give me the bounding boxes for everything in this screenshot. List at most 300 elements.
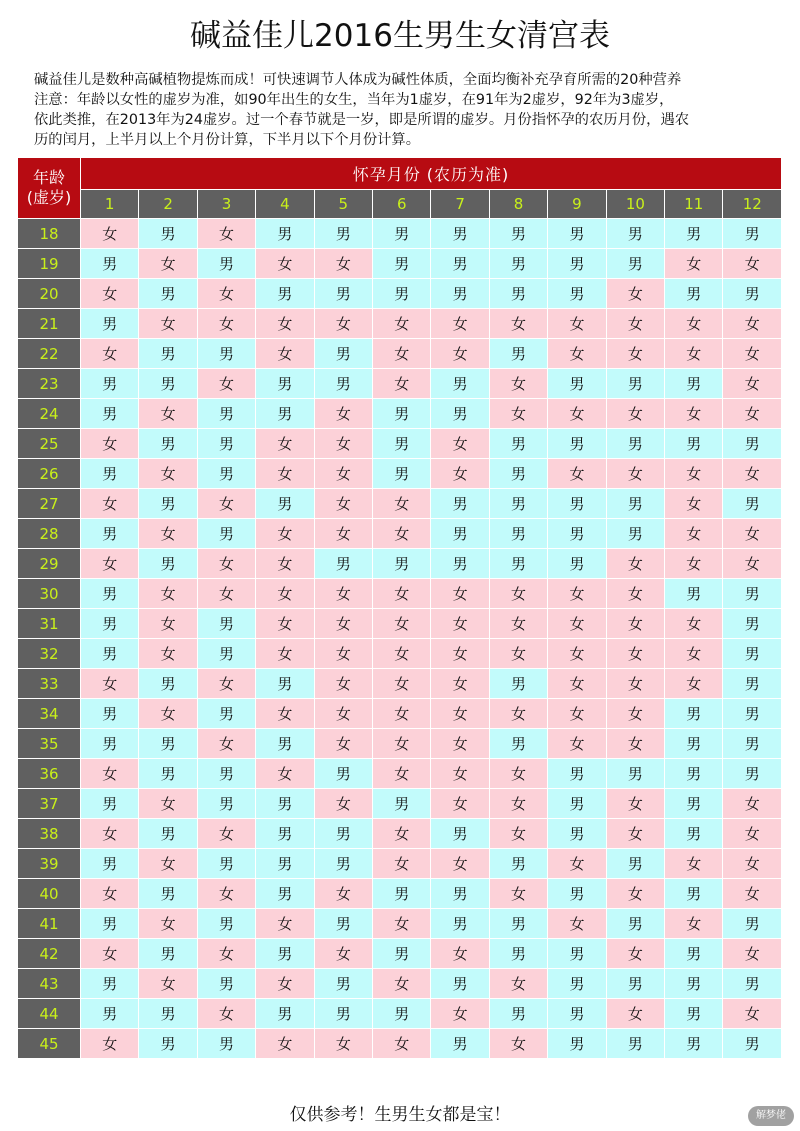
boy-cell: 男 xyxy=(373,279,431,309)
girl-cell: 女 xyxy=(139,249,197,279)
girl-cell: 女 xyxy=(665,609,723,639)
girl-cell: 女 xyxy=(373,489,431,519)
girl-cell: 女 xyxy=(139,309,197,339)
boy-cell: 男 xyxy=(81,729,139,759)
intro-line-3: 依此类推，在2013年为24虚岁。过一个春节就是一岁，即是所谓的虚岁。月份指怀孕的农历月份，遇农 xyxy=(34,112,690,128)
girl-cell: 女 xyxy=(373,309,431,339)
girl-cell: 女 xyxy=(314,939,372,969)
boy-cell: 男 xyxy=(723,579,782,609)
girl-cell: 女 xyxy=(723,249,782,279)
girl-cell: 女 xyxy=(665,639,723,669)
girl-cell: 女 xyxy=(373,1029,431,1059)
boy-cell: 男 xyxy=(489,219,547,249)
table-row xyxy=(18,879,782,909)
age-cell: 34 xyxy=(18,699,81,729)
boy-cell: 男 xyxy=(256,789,314,819)
footer-note: 仅供参考！生男生女都是宝！ xyxy=(289,1105,511,1125)
girl-cell: 女 xyxy=(606,729,664,759)
girl-cell: 女 xyxy=(197,279,255,309)
girl-cell: 女 xyxy=(373,969,431,999)
boy-cell: 男 xyxy=(723,759,782,789)
boy-cell: 男 xyxy=(606,909,664,939)
page-title: 碱益佳儿2016生男生女清宫表 xyxy=(190,18,610,54)
girl-cell: 女 xyxy=(314,669,372,699)
girl-cell: 女 xyxy=(197,309,255,339)
girl-cell: 女 xyxy=(431,609,489,639)
boy-cell: 男 xyxy=(139,219,197,249)
month-header-cell: 10 xyxy=(606,190,664,219)
boy-cell: 男 xyxy=(606,1029,664,1059)
girl-cell: 女 xyxy=(431,429,489,459)
age-cell: 43 xyxy=(18,969,81,999)
table-row xyxy=(18,609,782,639)
age-cell: 40 xyxy=(18,879,81,909)
boy-cell: 男 xyxy=(548,549,606,579)
girl-cell: 女 xyxy=(256,459,314,489)
boy-cell: 男 xyxy=(373,249,431,279)
girl-cell: 女 xyxy=(431,999,489,1029)
boy-cell: 男 xyxy=(197,249,255,279)
month-header-cell: 12 xyxy=(723,190,782,219)
boy-cell: 男 xyxy=(431,1029,489,1059)
girl-cell: 女 xyxy=(197,489,255,519)
girl-cell: 女 xyxy=(489,759,547,789)
boy-cell: 男 xyxy=(139,549,197,579)
boy-cell: 男 xyxy=(256,369,314,399)
girl-cell: 女 xyxy=(665,519,723,549)
boy-cell: 男 xyxy=(665,939,723,969)
girl-cell: 女 xyxy=(139,969,197,999)
girl-cell: 女 xyxy=(489,579,547,609)
boy-cell: 男 xyxy=(548,789,606,819)
boy-cell: 男 xyxy=(139,729,197,759)
girl-cell: 女 xyxy=(373,579,431,609)
boy-cell: 男 xyxy=(606,219,664,249)
boy-cell: 男 xyxy=(431,219,489,249)
boy-cell: 男 xyxy=(197,759,255,789)
boy-cell: 男 xyxy=(548,489,606,519)
girl-cell: 女 xyxy=(139,789,197,819)
table-row xyxy=(18,1029,782,1059)
table-row xyxy=(18,729,782,759)
girl-cell: 女 xyxy=(197,669,255,699)
girl-cell: 女 xyxy=(139,849,197,879)
boy-cell: 男 xyxy=(606,519,664,549)
boy-cell: 男 xyxy=(256,879,314,909)
girl-cell: 女 xyxy=(314,729,372,759)
girl-cell: 女 xyxy=(431,459,489,489)
girl-cell: 女 xyxy=(139,579,197,609)
boy-cell: 男 xyxy=(139,489,197,519)
month-header-cell: 7 xyxy=(431,190,489,219)
age-header-corner xyxy=(18,158,81,219)
boy-cell: 男 xyxy=(665,789,723,819)
boy-cell: 男 xyxy=(431,549,489,579)
boy-cell: 男 xyxy=(723,1029,782,1059)
age-cell: 22 xyxy=(18,339,81,369)
table-row xyxy=(18,789,782,819)
age-cell: 19 xyxy=(18,249,81,279)
table-row xyxy=(18,819,782,849)
girl-cell: 女 xyxy=(489,699,547,729)
girl-cell: 女 xyxy=(723,339,782,369)
boy-cell: 男 xyxy=(314,819,372,849)
girl-cell: 女 xyxy=(197,939,255,969)
girl-cell: 女 xyxy=(139,609,197,639)
boy-cell: 男 xyxy=(256,279,314,309)
boy-cell: 男 xyxy=(197,789,255,819)
girl-cell: 女 xyxy=(606,639,664,669)
boy-cell: 男 xyxy=(665,969,723,999)
girl-cell: 女 xyxy=(431,729,489,759)
girl-cell: 女 xyxy=(139,519,197,549)
boy-cell: 男 xyxy=(489,909,547,939)
intro-line-4: 历的闰月，上半月以上个月份计算，下半月以下个月份计算。 xyxy=(34,132,421,148)
table-row xyxy=(18,969,782,999)
table-row xyxy=(18,219,782,249)
boy-cell: 男 xyxy=(431,249,489,279)
girl-cell: 女 xyxy=(373,849,431,879)
girl-cell: 女 xyxy=(431,759,489,789)
age-cell: 36 xyxy=(18,759,81,789)
boy-cell: 男 xyxy=(256,219,314,249)
boy-cell: 男 xyxy=(256,849,314,879)
boy-cell: 男 xyxy=(256,489,314,519)
boy-cell: 男 xyxy=(197,609,255,639)
boy-cell: 男 xyxy=(314,759,372,789)
girl-cell: 女 xyxy=(548,459,606,489)
boy-cell: 男 xyxy=(548,279,606,309)
girl-cell: 女 xyxy=(606,339,664,369)
age-cell: 27 xyxy=(18,489,81,519)
month-header-cell: 5 xyxy=(314,190,372,219)
boy-cell: 男 xyxy=(256,999,314,1029)
month-header-cell: 4 xyxy=(256,190,314,219)
boy-cell: 男 xyxy=(81,639,139,669)
boy-cell: 男 xyxy=(548,759,606,789)
girl-cell: 女 xyxy=(723,459,782,489)
girl-cell: 女 xyxy=(314,399,372,429)
boy-cell: 男 xyxy=(81,309,139,339)
boy-cell: 男 xyxy=(314,909,372,939)
gender-chart-table xyxy=(17,157,782,1100)
girl-cell: 女 xyxy=(723,939,782,969)
boy-cell: 男 xyxy=(139,669,197,699)
boy-cell: 男 xyxy=(548,969,606,999)
girl-cell: 女 xyxy=(606,789,664,819)
month-header-cell: 9 xyxy=(548,190,606,219)
age-cell: 30 xyxy=(18,579,81,609)
girl-cell: 女 xyxy=(606,819,664,849)
girl-cell: 女 xyxy=(606,549,664,579)
girl-cell: 女 xyxy=(373,819,431,849)
boy-cell: 男 xyxy=(489,459,547,489)
girl-cell: 女 xyxy=(81,549,139,579)
girl-cell: 女 xyxy=(723,549,782,579)
girl-cell: 女 xyxy=(81,1029,139,1059)
girl-cell: 女 xyxy=(489,369,547,399)
boy-cell: 男 xyxy=(81,699,139,729)
boy-cell: 男 xyxy=(723,279,782,309)
boy-cell: 男 xyxy=(197,519,255,549)
girl-cell: 女 xyxy=(256,759,314,789)
girl-cell: 女 xyxy=(139,459,197,489)
boy-cell: 男 xyxy=(197,399,255,429)
boy-cell: 男 xyxy=(723,219,782,249)
boy-cell: 男 xyxy=(81,909,139,939)
girl-cell: 女 xyxy=(197,819,255,849)
age-cell: 31 xyxy=(18,609,81,639)
girl-cell: 女 xyxy=(606,309,664,339)
girl-cell: 女 xyxy=(723,399,782,429)
month-header-cell: 6 xyxy=(373,190,431,219)
girl-cell: 女 xyxy=(606,579,664,609)
boy-cell: 男 xyxy=(489,999,547,1029)
table-row xyxy=(18,639,782,669)
girl-cell: 女 xyxy=(314,579,372,609)
boy-cell: 男 xyxy=(489,849,547,879)
age-cell: 26 xyxy=(18,459,81,489)
girl-cell: 女 xyxy=(197,579,255,609)
age-cell: 35 xyxy=(18,729,81,759)
boy-cell: 男 xyxy=(548,219,606,249)
boy-cell: 男 xyxy=(723,429,782,459)
girl-cell: 女 xyxy=(81,339,139,369)
boy-cell: 男 xyxy=(314,279,372,309)
girl-cell: 女 xyxy=(81,819,139,849)
girl-cell: 女 xyxy=(665,459,723,489)
boy-cell: 男 xyxy=(81,609,139,639)
table-row xyxy=(18,669,782,699)
boy-cell: 男 xyxy=(197,969,255,999)
girl-cell: 女 xyxy=(606,459,664,489)
boy-cell: 男 xyxy=(606,369,664,399)
boy-cell: 男 xyxy=(489,729,547,759)
boy-cell: 男 xyxy=(81,789,139,819)
boy-cell: 男 xyxy=(548,429,606,459)
boy-cell: 男 xyxy=(256,939,314,969)
girl-cell: 女 xyxy=(256,639,314,669)
girl-cell: 女 xyxy=(314,309,372,339)
boy-cell: 男 xyxy=(665,729,723,759)
boy-cell: 男 xyxy=(373,939,431,969)
boy-cell: 男 xyxy=(431,369,489,399)
boy-cell: 男 xyxy=(665,879,723,909)
age-cell: 37 xyxy=(18,789,81,819)
boy-cell: 男 xyxy=(81,399,139,429)
girl-cell: 女 xyxy=(431,699,489,729)
month-header-cell: 8 xyxy=(489,190,547,219)
age-cell: 23 xyxy=(18,369,81,399)
age-header-sublabel: (虚岁) xyxy=(26,188,72,207)
boy-cell: 男 xyxy=(373,429,431,459)
girl-cell: 女 xyxy=(489,609,547,639)
girl-cell: 女 xyxy=(373,669,431,699)
table-row xyxy=(18,369,782,399)
table-row xyxy=(18,429,782,459)
girl-cell: 女 xyxy=(723,849,782,879)
age-cell: 44 xyxy=(18,999,81,1029)
girl-cell: 女 xyxy=(314,879,372,909)
girl-cell: 女 xyxy=(548,579,606,609)
boy-cell: 男 xyxy=(548,1029,606,1059)
boy-cell: 男 xyxy=(548,249,606,279)
age-cell: 28 xyxy=(18,519,81,549)
girl-cell: 女 xyxy=(489,399,547,429)
boy-cell: 男 xyxy=(723,639,782,669)
girl-cell: 女 xyxy=(256,549,314,579)
boy-cell: 男 xyxy=(197,429,255,459)
girl-cell: 女 xyxy=(256,969,314,999)
boy-cell: 男 xyxy=(431,909,489,939)
table-row xyxy=(18,549,782,579)
girl-cell: 女 xyxy=(723,879,782,909)
boy-cell: 男 xyxy=(489,669,547,699)
boy-cell: 男 xyxy=(139,339,197,369)
girl-cell: 女 xyxy=(197,369,255,399)
boy-cell: 男 xyxy=(81,459,139,489)
boy-cell: 男 xyxy=(723,699,782,729)
boy-cell: 男 xyxy=(139,1029,197,1059)
age-cell: 38 xyxy=(18,819,81,849)
boy-cell: 男 xyxy=(139,369,197,399)
boy-cell: 男 xyxy=(431,489,489,519)
girl-cell: 女 xyxy=(431,669,489,699)
boy-cell: 男 xyxy=(373,999,431,1029)
boy-cell: 男 xyxy=(489,489,547,519)
girl-cell: 女 xyxy=(665,669,723,699)
boy-cell: 男 xyxy=(431,879,489,909)
girl-cell: 女 xyxy=(606,279,664,309)
girl-cell: 女 xyxy=(256,309,314,339)
table-row xyxy=(18,399,782,429)
table-row xyxy=(18,519,782,549)
boy-cell: 男 xyxy=(723,969,782,999)
girl-cell: 女 xyxy=(489,879,547,909)
girl-cell: 女 xyxy=(139,639,197,669)
girl-cell: 女 xyxy=(197,879,255,909)
girl-cell: 女 xyxy=(373,909,431,939)
girl-cell: 女 xyxy=(373,639,431,669)
boy-cell: 男 xyxy=(606,489,664,519)
girl-cell: 女 xyxy=(431,939,489,969)
boy-cell: 男 xyxy=(197,849,255,879)
boy-cell: 男 xyxy=(197,639,255,669)
age-cell: 29 xyxy=(18,549,81,579)
girl-cell: 女 xyxy=(81,219,139,249)
girl-cell: 女 xyxy=(431,339,489,369)
boy-cell: 男 xyxy=(431,969,489,999)
intro-line-2: 注意：年龄以女性的虚岁为准，如90年出生的女生，当年为1虚岁，在91年为2虚岁，92年为3虚岁， xyxy=(34,92,674,108)
girl-cell: 女 xyxy=(373,699,431,729)
girl-cell: 女 xyxy=(606,699,664,729)
girl-cell: 女 xyxy=(606,939,664,969)
table-row xyxy=(18,279,782,309)
girl-cell: 女 xyxy=(548,699,606,729)
boy-cell: 男 xyxy=(431,519,489,549)
girl-cell: 女 xyxy=(373,759,431,789)
boy-cell: 男 xyxy=(197,909,255,939)
boy-cell: 男 xyxy=(197,1029,255,1059)
boy-cell: 男 xyxy=(665,579,723,609)
girl-cell: 女 xyxy=(256,909,314,939)
boy-cell: 男 xyxy=(665,819,723,849)
boy-cell: 男 xyxy=(548,999,606,1029)
boy-cell: 男 xyxy=(489,339,547,369)
girl-cell: 女 xyxy=(548,909,606,939)
boy-cell: 男 xyxy=(489,519,547,549)
boy-cell: 男 xyxy=(431,399,489,429)
table-row xyxy=(18,909,782,939)
girl-cell: 女 xyxy=(314,249,372,279)
girl-cell: 女 xyxy=(81,669,139,699)
girl-cell: 女 xyxy=(665,549,723,579)
boy-cell: 男 xyxy=(256,819,314,849)
age-cell: 18 xyxy=(18,219,81,249)
boy-cell: 男 xyxy=(665,429,723,459)
boy-cell: 男 xyxy=(373,789,431,819)
girl-cell: 女 xyxy=(665,309,723,339)
boy-cell: 男 xyxy=(81,369,139,399)
girl-cell: 女 xyxy=(314,1029,372,1059)
boy-cell: 男 xyxy=(81,849,139,879)
boy-cell: 男 xyxy=(139,939,197,969)
girl-cell: 女 xyxy=(665,339,723,369)
girl-cell: 女 xyxy=(314,459,372,489)
girl-cell: 女 xyxy=(81,489,139,519)
girl-cell: 女 xyxy=(665,489,723,519)
month-header-cell: 3 xyxy=(197,190,255,219)
boy-cell: 男 xyxy=(665,1029,723,1059)
girl-cell: 女 xyxy=(489,819,547,849)
boy-cell: 男 xyxy=(431,819,489,849)
girl-cell: 女 xyxy=(197,999,255,1029)
girl-cell: 女 xyxy=(256,429,314,459)
girl-cell: 女 xyxy=(548,309,606,339)
girl-cell: 女 xyxy=(314,639,372,669)
girl-cell: 女 xyxy=(256,519,314,549)
girl-cell: 女 xyxy=(314,489,372,519)
boy-cell: 男 xyxy=(606,249,664,279)
girl-cell: 女 xyxy=(314,429,372,459)
girl-cell: 女 xyxy=(431,789,489,819)
boy-cell: 男 xyxy=(373,459,431,489)
boy-cell: 男 xyxy=(314,339,372,369)
boy-cell: 男 xyxy=(256,729,314,759)
boy-cell: 男 xyxy=(606,759,664,789)
girl-cell: 女 xyxy=(723,999,782,1029)
girl-cell: 女 xyxy=(548,609,606,639)
boy-cell: 男 xyxy=(489,939,547,969)
boy-cell: 男 xyxy=(548,519,606,549)
table-row xyxy=(18,999,782,1029)
month-header-cell: 11 xyxy=(665,190,723,219)
girl-cell: 女 xyxy=(548,339,606,369)
girl-cell: 女 xyxy=(373,729,431,759)
boy-cell: 男 xyxy=(489,279,547,309)
boy-cell: 男 xyxy=(723,909,782,939)
table-row xyxy=(18,339,782,369)
boy-cell: 男 xyxy=(314,849,372,879)
boy-cell: 男 xyxy=(314,969,372,999)
girl-cell: 女 xyxy=(431,309,489,339)
girl-cell: 女 xyxy=(197,729,255,759)
girl-cell: 女 xyxy=(373,609,431,639)
boy-cell: 男 xyxy=(489,549,547,579)
boy-cell: 男 xyxy=(431,279,489,309)
boy-cell: 男 xyxy=(81,249,139,279)
boy-cell: 男 xyxy=(139,429,197,459)
